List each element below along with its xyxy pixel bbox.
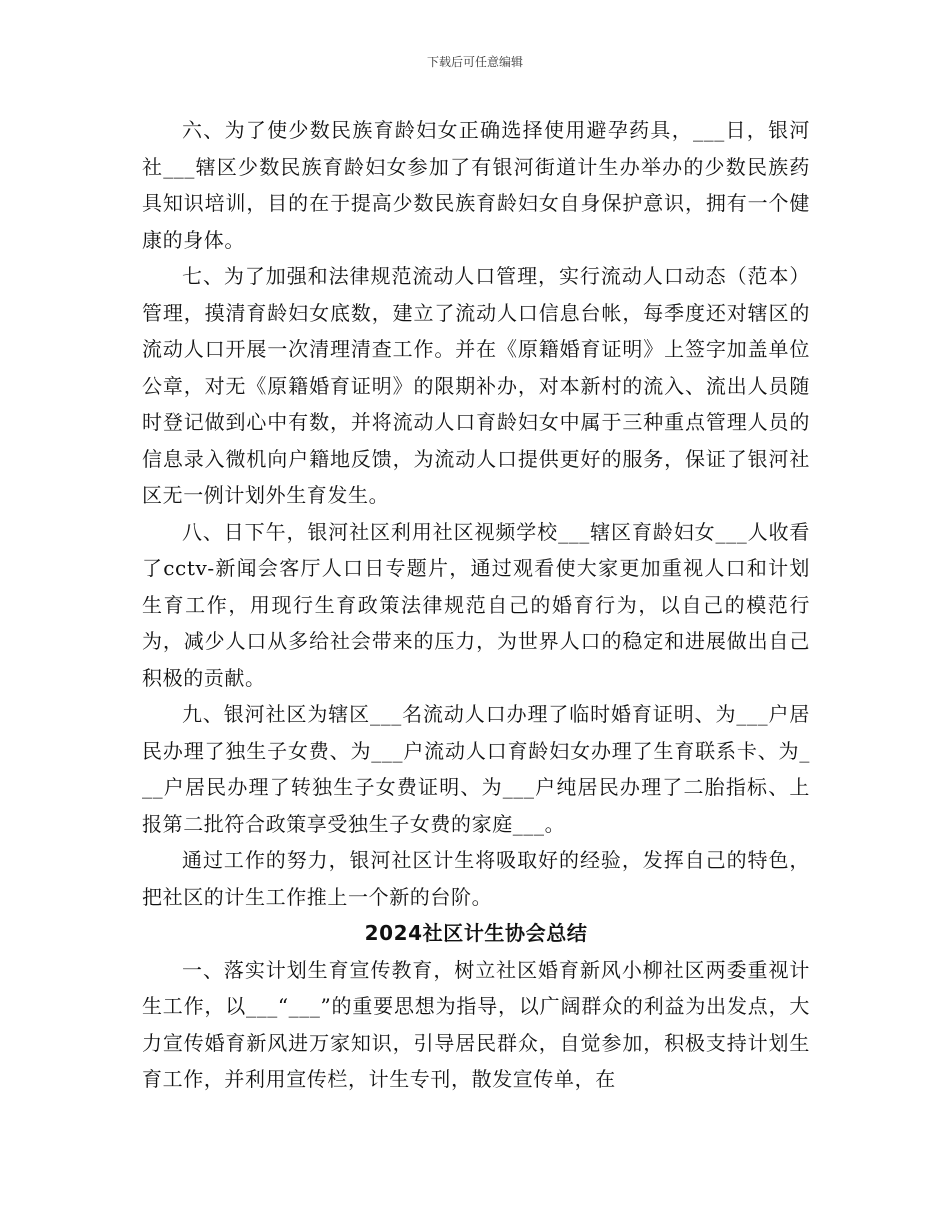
- paragraph-7: 七、为了加强和法律规范流动人口管理，实行流动人口动态（范本）管理，摸清育龄妇女底数，建立了流动人口信息台帐，每季度还对辖区的流动人口开展一次清理清查工作。并在《原籍婚育证明》上签字加盖单位公章，对无《原籍婚育证明》的限期补办，对本新村的流入、流出人员随时登记做到心中有数，并将流动人口育龄妇女中属于三种重点管理人员的信息录入微机向户籍地反馈，为流动人口提供更好的服务，保证了银河社区无一例计划外生育发生。: [142, 264, 810, 507]
- section-title: 2024社区计生协会总结: [364, 921, 588, 945]
- paragraph-9: 九、银河社区为辖区___名流动人口办理了临时婚育证明、为___户居民办理了独生子女费、为___户流动人口育龄妇女办理了生育联系卡、为___户居民办理了转独生子女费证明、为___户纯居民办理了二胎指标、上报第二批符合政策享受独生子女费的家庭___。: [142, 702, 810, 836]
- section-paragraph-1: 一、落实计划生育宣传教育，树立社区婚育新风小柳社区两委重视计生工作，以___“___”的重要思想为指导，以广阔群众的利益为出发点，大力宣传婚育新风进万家知识，引导居民群众，自觉参加，积极支持计划生育工作，并利用宣传栏，计生专刊，散发宣传单，在: [142, 957, 810, 1091]
- page-header: 下载后可任意编辑: [426, 55, 523, 69]
- document-body: [142, 112, 810, 1098]
- paragraph-6: 六、为了使少数民族育龄妇女正确选择使用避孕药具，___日，银河社___辖区少数民族育龄妇女参加了有银河街道计生办举办的少数民族药具知识培训，目的在于提高少数民族育龄妇女自身保护意识，拥有一个健康的身体。: [142, 118, 810, 252]
- paragraph-conclusion: 通过工作的努力，银河社区计生将吸取好的经验，发挥自己的特色，把社区的计生工作推上一个新的台阶。: [142, 848, 810, 909]
- paragraph-8: 八、日下午，银河社区利用社区视频学校___辖区育龄妇女___人收看了cctv-新闻会客厅人口日专题片，通过观看使大家更加重视人口和计划生育工作，用现行生育政策法律规范自己的婚育行为，以自己的模范行为，减少人口从多给社会带来的压力，为世界人口的稳定和进展做出自己积极的贡献。: [142, 519, 810, 690]
